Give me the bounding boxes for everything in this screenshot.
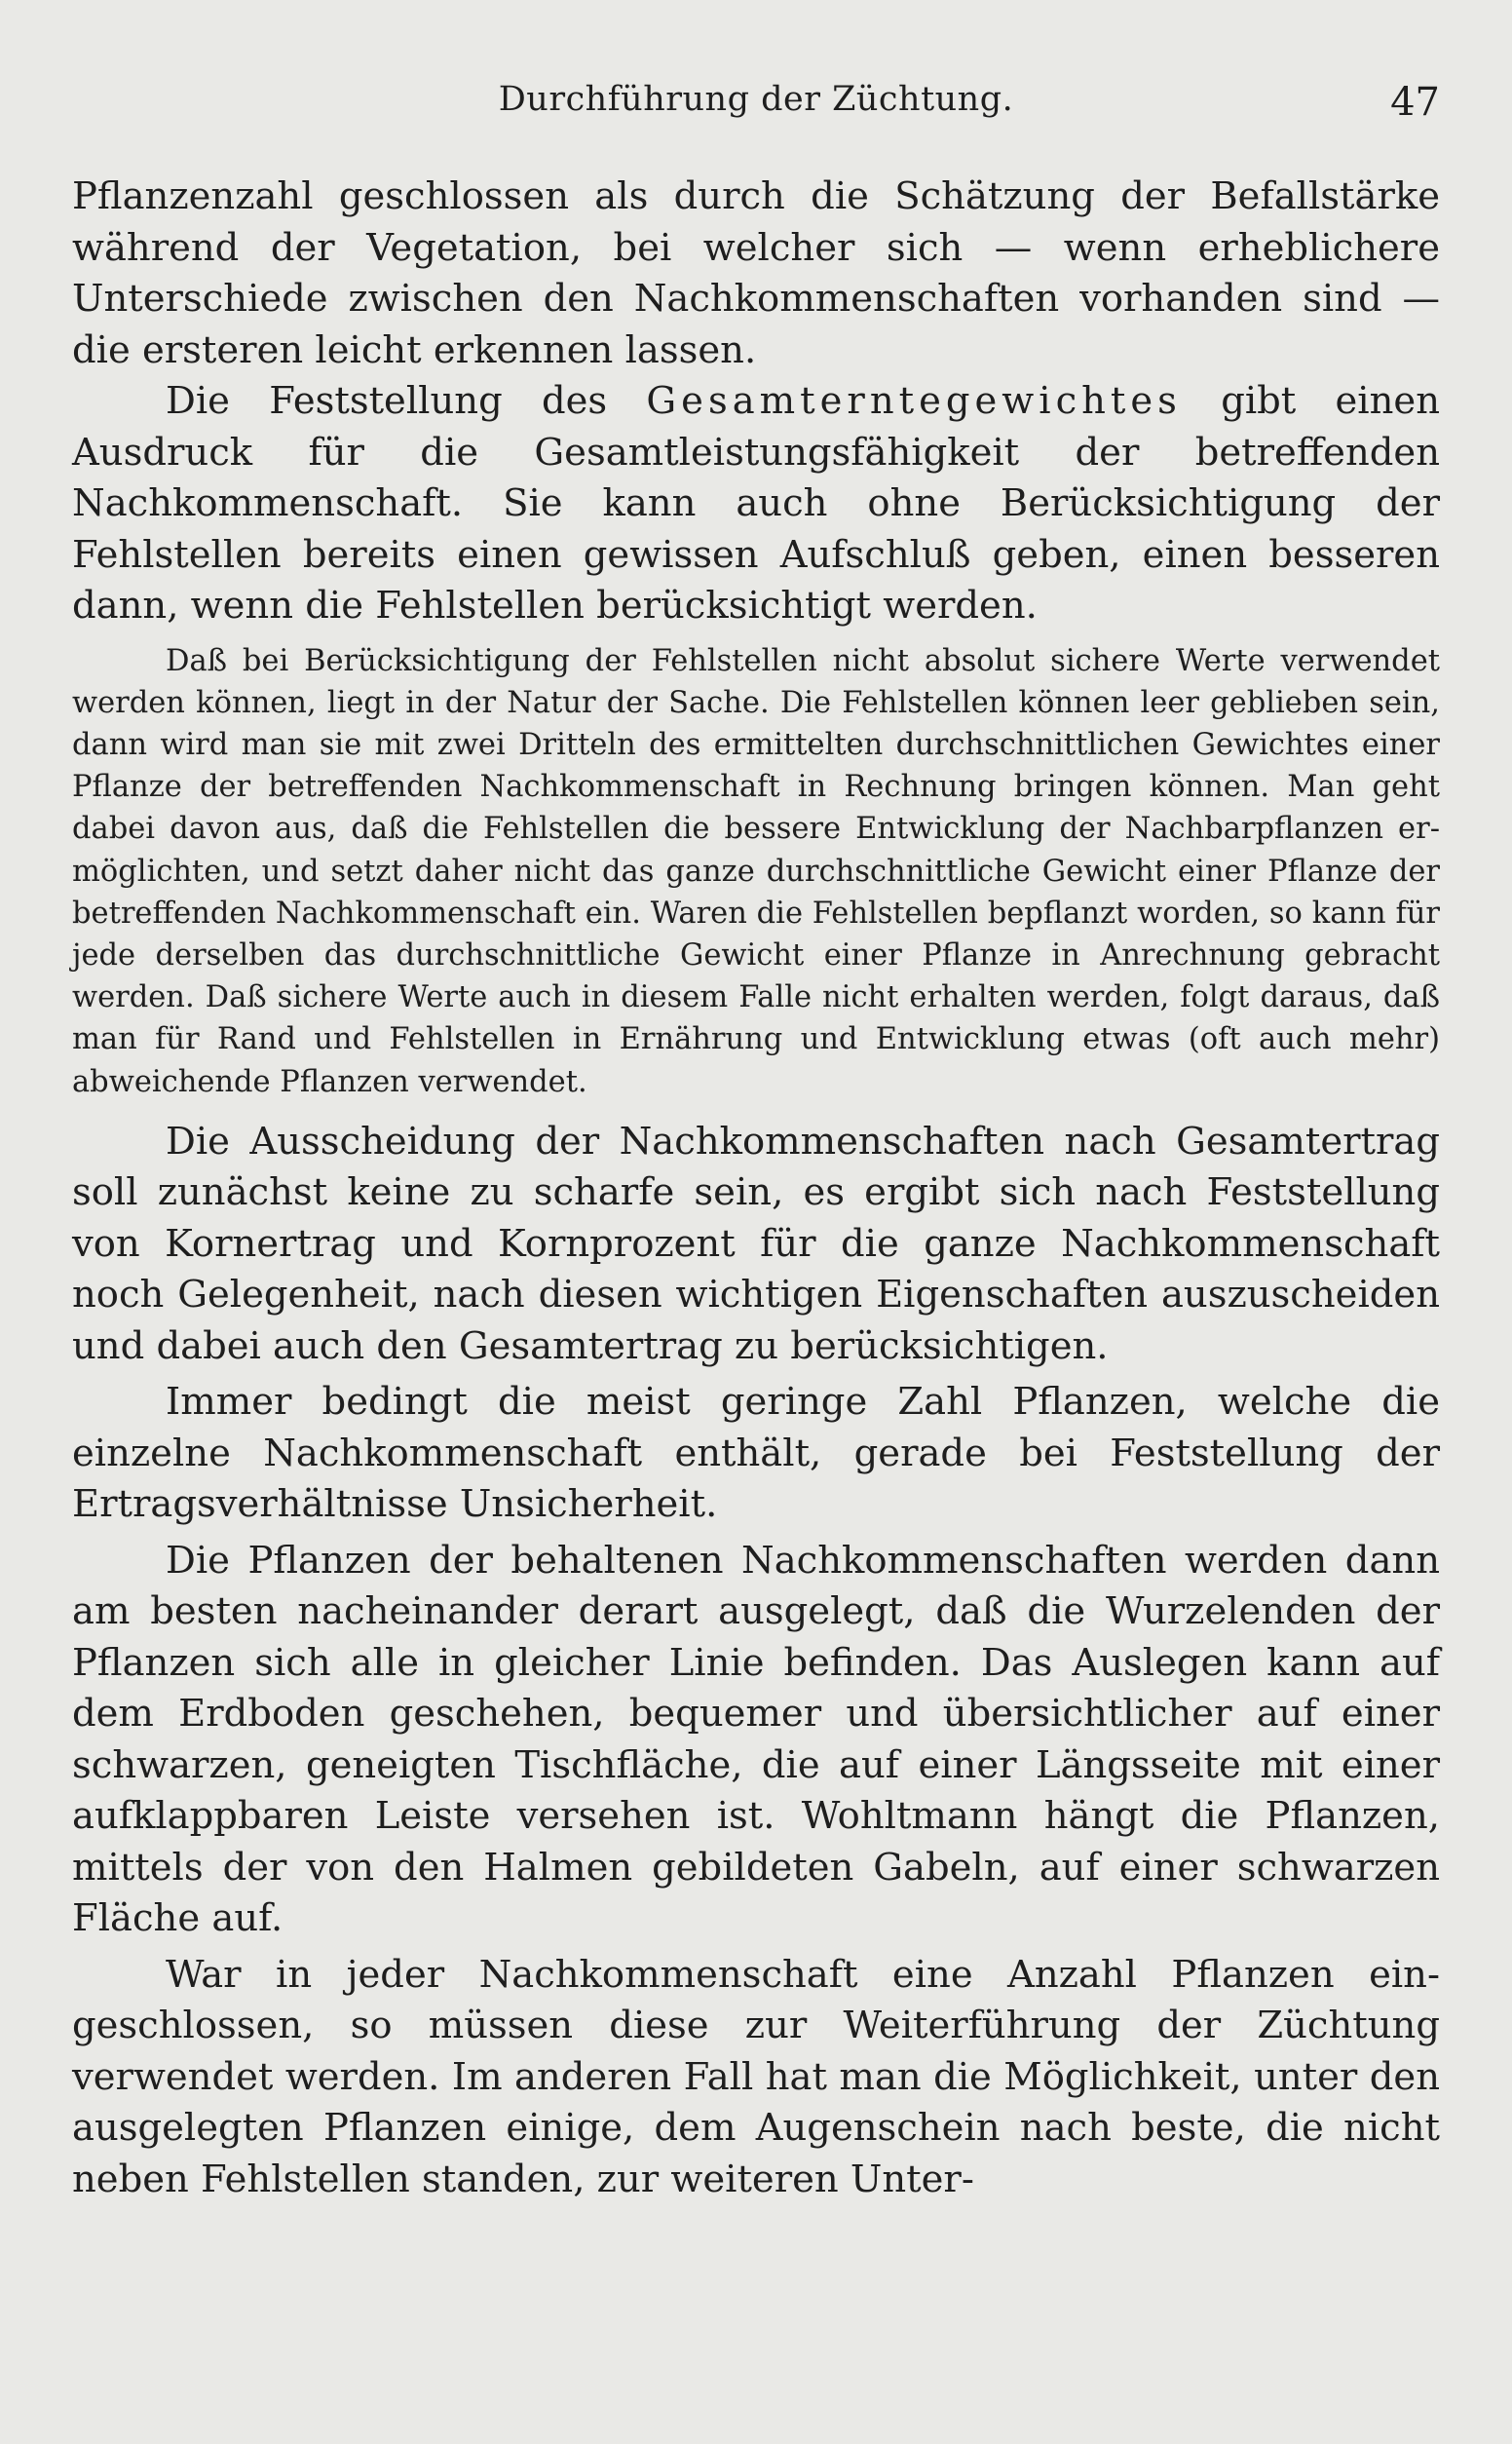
- page-number: 47: [1390, 80, 1440, 125]
- paragraph-6: War in jeder Nachkommenschaft eine Anzahl Pflanzen eingeschlossen, so müssen diese zur Weiterführung der Züchtung verwendet werden. Im anderen Fall hat man die Möglichkeit, unter den ausgelegten Pflanzen einige, dem Augenschein nach beste, die nicht neben Fehlstellen standen, zur weiteren Unter-: [72, 1952, 1440, 2201]
- body-text: [72, 172, 1440, 2205]
- paragraph-4: Immer bedingt die meist geringe Zahl Pflanzen, welche die einzelne Nachkommenschaft enthält, gerade bei Feststellung der Ertragsverhältnisse Unsicherheit.: [72, 1380, 1440, 1527]
- paragraph-2: [72, 376, 1440, 632]
- running-head: [72, 76, 1440, 125]
- paragraph-3: Die Ausscheidung der Nachkommenschaften nach Gesamtertrag soll zunächst keine zu scharfe sein, es ergibt sich nach Feststellung von Kornertrag und Kornprozent für die ganze Nachkommenschaft noch Gelegenheit, nach diesen wichtigen Eigenschaften auszuscheiden und dabei auch den Gesamtertrag zu berücksichtigen.: [72, 1119, 1440, 1368]
- paragraph-1: Pflanzenzahl geschlossen als durch die Schätzung der Befallstärke während der Vegetation, bei welcher sich — wenn erheblichere Unterschiede zwischen den Nachkommenschaften vorhanden sind — die ersteren leicht erkennen lassen.: [72, 174, 1440, 372]
- emphasized-term: Gesamterntegewichtes: [646, 379, 1182, 423]
- paragraph-5: Die Pflanzen der behaltenen Nachkommenschaften werden dann am besten nacheinander derart ausgelegt, daß die Wurzelenden der Pflanzen sich alle in gleicher Linie befinden. Das Auslegen kann auf dem Erdboden geschehen, bequemer und übersichtlicher auf einer schwarzen, geneigten Tischfläche, die auf einer Längsseite mit einer aufklappbaren Leiste versehen ist. Wohltmann hängt die Pflanzen, mittels der von den Halmen gebildeten Gabeln, auf einer schwarzen Fläche auf.: [72, 1538, 1440, 1941]
- running-title: Durchführung der Züchtung.: [498, 80, 1014, 119]
- small-print-note: Daß bei Berücksichtigung der Fehlstellen nicht absolut sichere Werte verwendet werden können, liegt in der Natur der Sache. Die Fehlstellen können leer geblieben sein, dann wird man sie mit zwei Dritteln des ermittelten durchschnittlichen Gewichtes einer Pflanze der betreffenden Nachkommenschaft in Rechnung bringen können. Man geht dabei davon aus, daß die Fehlstellen die bessere Entwicklung der Nachbarpflanzen ermöglichten, und setzt daher nicht das ganze durchschnittliche Gewicht einer Pflanze der betreffenden Nachkommenschaft ein. Waren die Fehlstellen bepflanzt worden, so kann für jede derselben das durchschnittliche Gewicht einer Pflanze in Anrechnung gebracht werden. Daß sichere Werte auch in diesem Falle nicht erhalten werden, folgt daraus, daß man für Rand und Fehlstellen in Ernährung und Entwicklung etwas (oft auch mehr) abweichende Pflanzen verwendet.: [72, 643, 1440, 1099]
- paragraph-2-end: gibt einen Ausdruck für die Gesamtleistungsfähigkeit der betreffenden Nachkommenschaft. Sie kann auch ohne Berücksichtigung der Fehlstellen bereits einen gewissen Aufschluß geben, einen besseren dann, wenn die Fehlstellen berücksichtigt werden.: [72, 379, 1440, 628]
- paragraph-2-start: Die Feststellung des: [166, 379, 647, 423]
